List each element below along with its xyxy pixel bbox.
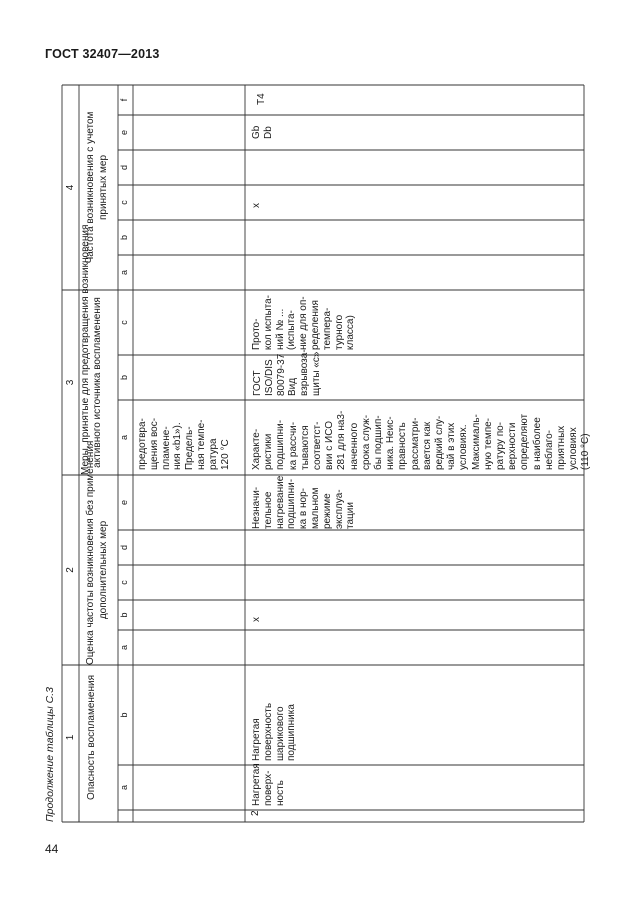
sub-col-g2-e: e [119, 500, 129, 506]
row2-measure-c: Прото- кол испыта- ний № ... (испыта- ние для оп- ределения темпера- турного класса) [251, 295, 357, 350]
sub-col-g2-c: c [119, 580, 129, 585]
col-number-1: 1 [65, 734, 76, 741]
sub-col-g4-b: b [119, 235, 129, 241]
row2-hazard-b: Нагретая поверхность шарикового подшипника [251, 702, 298, 761]
sub-col-g2-d: d [119, 545, 129, 551]
row2-frequency-e: Незначи- тельное нагревание подшипни- ка в нор- мальном режиме эксплуа- тации [251, 475, 357, 529]
group-title-hazard: Опасность воспламенения [86, 674, 97, 801]
row-number: 2 [250, 810, 261, 816]
row2-after-f: T4 [256, 93, 267, 105]
sub-col-g4-c: c [119, 200, 129, 205]
row2-measure-b: ГОСТ ISO/DIS 80079-37 Вид взрывоза- щиты «c» [252, 349, 322, 396]
group-title-measures: Меры, принятые для предотвращения возникновения активного источника воспламенения [80, 224, 103, 475]
prev-row-measure-a: предотвра- щения вос- пламене- ния «b1»). Предель- ная темпе- ратура 120 °C [137, 417, 231, 470]
col-number-4: 4 [65, 184, 76, 191]
row2-frequency-b: x [251, 617, 262, 622]
row2-hazard-a: Нагретая поверх- ность [251, 763, 286, 806]
group-title-frequency-before: Оценка частоты возникновения без применения дополнительных мер [85, 440, 109, 665]
sub-col-g3-a: a [119, 435, 129, 441]
sub-col-g1-b: b [119, 712, 129, 718]
page-number: 44 [45, 842, 59, 856]
sub-col-g2-a: a [119, 645, 129, 651]
sub-col-g1-а: а [119, 785, 129, 791]
group-title-frequency-after: Частота возникновения с учетом принятых мер [85, 111, 109, 264]
sub-col-g4-d: d [119, 165, 129, 171]
table-continuation-caption: Продолжение таблицы С.3 [44, 687, 56, 822]
row2-after-c: x [251, 203, 262, 208]
row2-after-e: Gb Db [251, 125, 274, 139]
sub-col-g2-b: b [119, 612, 129, 618]
row2-measure-a: Характе- ристики подшипни- ка рассчи- тываются соответст- вии с ИСО 281 для на3- наченного срока служ- бы подшип- ника. Неис- правность рассматри- вается как редкий слу- чай в этих условиях. Максималь- ную темпе- ратуру по- верхности определяют в наиболее неблаго- приятных условиях (110 °C) [251, 410, 592, 470]
sub-col-g3-b: b [119, 375, 129, 381]
col-number-2: 2 [65, 567, 76, 573]
document-header: ГОСТ 32407—2013 [45, 47, 160, 61]
sub-col-g4-e: e [119, 130, 129, 136]
sub-col-g3-c: c [119, 320, 129, 325]
sub-col-g4-f: f [119, 98, 129, 102]
sub-col-g4-a: a [119, 270, 129, 276]
col-number-3: 3 [65, 379, 76, 386]
